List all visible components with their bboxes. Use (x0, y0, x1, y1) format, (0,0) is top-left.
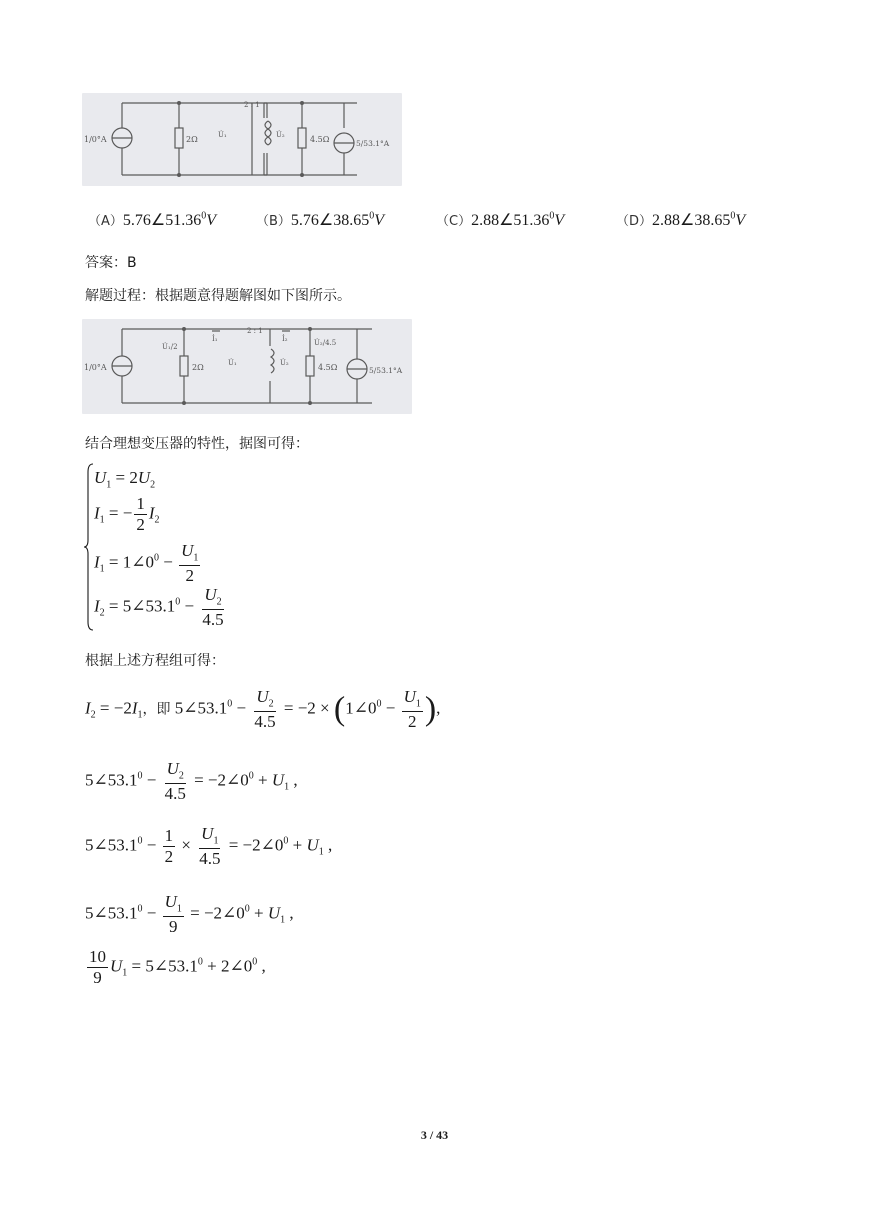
equation-2: $I_1$ = − $\frac{1}{2}$ $I_2$ (94, 494, 160, 534)
equation-1: $U_1 = 2U_2$ (94, 468, 156, 491)
fig1-r2-label: 4.5Ω (310, 135, 330, 144)
answer-text: 答案：B (85, 255, 137, 271)
fig2-ratio-label: 2 : 1 (247, 327, 263, 335)
option-c-value: 2.88∠51.36 (471, 212, 550, 229)
option-d (616, 210, 745, 230)
fig2-r2-label: 4.5Ω (318, 363, 338, 372)
answer-options (88, 210, 848, 232)
option-a (88, 210, 216, 230)
circuit-diagram-1 (82, 93, 402, 186)
option-c-unit: V (554, 212, 565, 229)
fig2-r1-label: 2Ω (192, 363, 204, 372)
fig2-u2-label: U̇₂ (280, 359, 289, 367)
fig2-i2-label: İ₂ (282, 335, 288, 343)
fig2-source-label: 1/0°A (84, 363, 107, 372)
option-a-exp: 0 (201, 210, 207, 222)
option-a-unit: V (206, 212, 217, 229)
derive-text: 根据上述方程组可得： (85, 653, 225, 669)
option-d-value: 2.88∠38.65 (652, 212, 731, 229)
derivation-line-5: $\frac{10}{9}$ $U_1$ = $5\angle 53.1^0$ + $2\angle 0^0$ , (89, 947, 266, 987)
combine-text: 结合理想变压器的特性，据图可得： (85, 436, 309, 452)
fig1-source-label: 1/0°A (84, 135, 107, 144)
fig2-u1-half-label: U̇₁/2 (162, 343, 178, 351)
option-d-unit: V (735, 212, 746, 229)
circuit-figure-1 (82, 93, 402, 186)
fig1-ratio-label: 2 : 1 (244, 101, 260, 109)
fig2-i1-label: İ₁ (212, 335, 218, 343)
circuit-figure-2 (82, 319, 412, 414)
option-b (256, 210, 384, 230)
option-b-label: （B） (256, 214, 291, 229)
fig2-source2-label: 5/53.1°A (369, 366, 403, 375)
fig1-u2-label: U̇₂ (276, 131, 285, 139)
page-number: 3 / 43 (420, 1128, 449, 1142)
solution-intro: 解题过程：根据题意得题解图如下图所示。 (85, 288, 351, 304)
derivation-line-1: $I_2 = -2I_1$，即 $5\angle 53.1^0$ − $\frac{U_2}{4.5}$ = $-2 \times (1\angle 0^0$ − $\frac{U_1}{2}$ ), (85, 687, 441, 731)
option-b-unit: V (374, 212, 385, 229)
derivation-line-4: $5\angle 53.1^0$ − $\frac{U_1}{9}$ = $-2\angle 0^0 + U_1$ , (85, 892, 294, 936)
equation-system (84, 462, 284, 634)
derivation-line-2: $5\angle 53.1^0$ − $\frac{U_2}{4.5}$ = $-2\angle 0^0 + U_1$ , (85, 759, 298, 803)
option-d-label: （D） (616, 214, 653, 229)
circuit-diagram-2 (82, 319, 412, 414)
derive-mid: ，即 (142, 701, 171, 718)
derivation-line-3: $5\angle 53.1^0$ − $\frac{1}{2}$ × $\frac{U_1}{4.5}$ = $-2\angle 0^0 + U_1$ , (85, 824, 333, 868)
option-b-exp: 0 (369, 210, 375, 222)
fig1-source2-label: 5/53.1°A (356, 139, 390, 148)
option-c-exp: 0 (549, 210, 555, 222)
option-a-label: （A） (88, 214, 123, 229)
fig2-u2-div-label: U̇₂/4.5 (314, 339, 337, 347)
option-b-value: 5.76∠38.65 (290, 212, 370, 229)
fig1-u1-label: U̇₁ (218, 131, 227, 139)
left-brace (84, 462, 94, 632)
option-c-label: （C） (436, 214, 472, 229)
equation-4: $I_2$ = $5\angle 53.1^0$ − $\frac{U_2}{4.5}$ (94, 585, 224, 629)
option-a-value: 5.76∠51.36 (122, 212, 202, 229)
option-c (436, 210, 564, 230)
equation-3: $I_1$ = $1\angle 0^0$ − $\frac{U_1}{2}$ (94, 541, 199, 585)
fig2-u1-label: U̇₁ (228, 359, 237, 367)
option-d-exp: 0 (730, 210, 736, 222)
fig1-r1-label: 2Ω (186, 135, 198, 144)
